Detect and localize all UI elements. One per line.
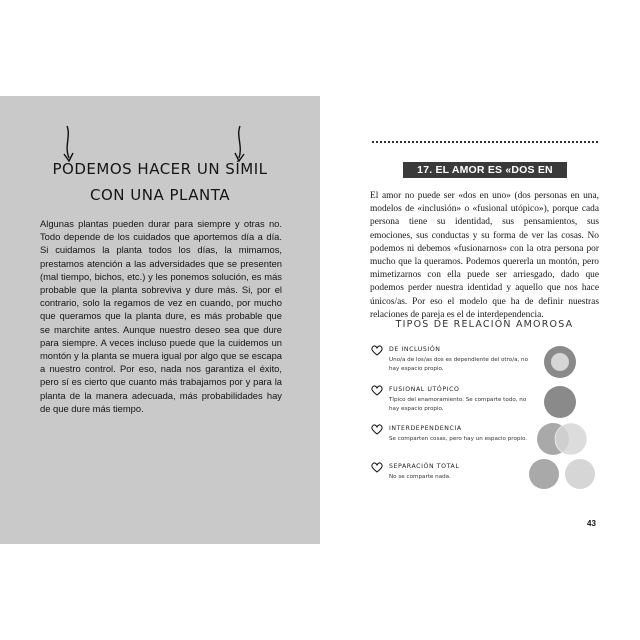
- heart-outline-icon: [371, 345, 383, 356]
- inner-circle: [551, 353, 569, 371]
- section-label: 17. EL AMOR ES «DOS EN UNO»: [403, 162, 567, 178]
- type-description: No se comparte nada.: [389, 474, 451, 480]
- fusional-circle: [540, 382, 580, 422]
- interdependence-circles: [535, 420, 591, 458]
- heart-outline-icon: [371, 385, 383, 396]
- type-description: Se comparten cosas, pero hay un espacio propio.: [389, 436, 528, 442]
- inclusion-circles: [540, 342, 580, 382]
- type-name: FUSIONAL UTÓPICO: [389, 386, 460, 393]
- merged-circle: [544, 386, 576, 418]
- heart-outline-icon: [371, 424, 383, 435]
- left-page-panel: [0, 96, 320, 544]
- type-name: INTERDEPENDENCIA: [389, 425, 462, 432]
- separation-circles: [526, 456, 598, 492]
- left-body-text: Algunas plantas pueden durar para siempre y otras no. Todo depende de los cuidados que aportemos día a día. Si cuidamos la planta todos los días, la mimamos, prestamos atención a las adversidades que se presenten (mal tiempo, bichos, etc.) y les ponemos solución, es más probable que la planta sobreviva y dure más. Si, por el contrario, solo la regamos de vez en cuando, por mucho que queramos que la planta dure, es más probable que se marchite antes. Aunque nuestro deseo sea que dure para siempre. A veces incluso puede que la cuidemos un montón y la planta se muera igual por algo que se escapa a nuestro control. Por eso, nada nos garantiza el éxito, pero sí es cierto que cuanto más trabajamos por y para la planta de la manera adecuada, más probabilidades hay de que dure más tiempo.: [40, 218, 282, 414]
- down-arrow-icon: [232, 124, 246, 164]
- type-description: Típico del enamoramiento. Se comparte todo, no hay espacio propio.: [389, 397, 527, 412]
- page-number: 43: [587, 519, 596, 528]
- right-circle: [565, 459, 595, 489]
- dotted-divider: [372, 141, 598, 143]
- left-title-line1: PODEMOS HACER UN SÍMIL: [52, 160, 268, 178]
- type-name: DE INCLUSIÓN: [389, 346, 441, 353]
- left-title-line2: CON UNA PLANTA: [90, 186, 230, 204]
- left-circle: [529, 459, 559, 489]
- type-description: Uno/a de los/as dos es dependiente del otro/a, no hay espacio propio.: [389, 357, 529, 372]
- type-name: SEPARACIÓN TOTAL: [389, 463, 460, 470]
- right-body-text: El amor no puede ser «dos en uno» (dos personas en una, modelos de «inclusión» o «fusional utópico»), porque cada persona tiene su identidad, sus pensamientos, sus emociones, sus conductas y su forma de ver las cosas. No podemos ni debemos «fusionarnos» con la otra persona por mucho que la queramos. Podemos quererla un montón, pero mimetizarnos con ella puede ser arriesgado, dado que podemos perder nuestra identidad y aquello que nos hace únicos/as. Por eso el modelo que ha de definir nuestras relaciones de pareja es el de interdependencia.: [370, 191, 599, 320]
- types-title: TIPOS DE RELACIÓN AMOROSA: [395, 319, 574, 330]
- down-arrow-icon: [62, 124, 76, 164]
- heart-outline-icon: [371, 462, 383, 473]
